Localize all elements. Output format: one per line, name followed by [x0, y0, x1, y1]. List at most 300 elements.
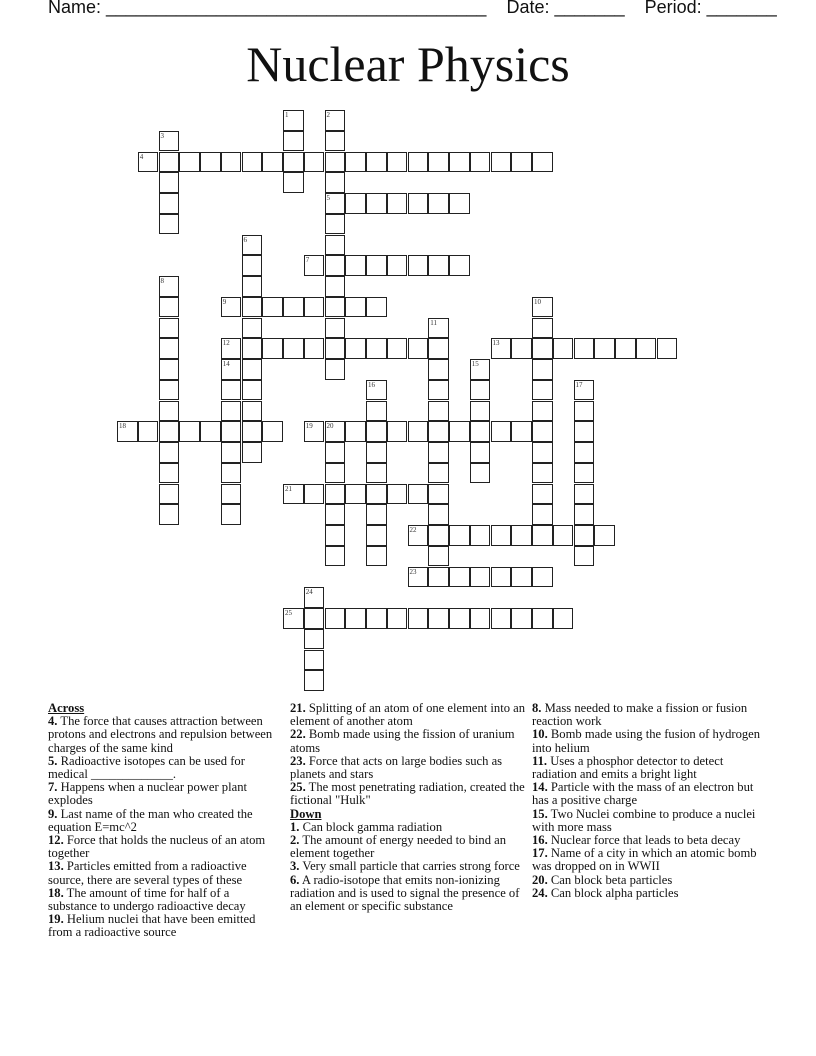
grid-cell[interactable] — [283, 608, 304, 629]
clue-number: 9. — [48, 806, 58, 821]
grid-cell[interactable] — [532, 359, 553, 380]
clue-number: 12. — [48, 833, 64, 848]
grid-cell[interactable] — [532, 504, 553, 525]
grid-cell[interactable] — [532, 442, 553, 463]
grid-cell[interactable] — [159, 131, 180, 152]
grid-cell[interactable] — [159, 214, 180, 235]
grid-cell[interactable] — [408, 608, 429, 629]
grid-cell[interactable] — [428, 401, 449, 422]
grid-cell[interactable] — [491, 525, 512, 546]
grid-cell[interactable] — [553, 338, 574, 359]
grid-cell[interactable] — [366, 546, 387, 567]
grid-cell[interactable] — [159, 276, 180, 297]
grid-cell[interactable] — [428, 442, 449, 463]
grid-cell[interactable] — [553, 608, 574, 629]
grid-cell[interactable] — [283, 131, 304, 152]
grid-cell[interactable] — [366, 152, 387, 173]
down-clue — [290, 874, 526, 914]
grid-cell[interactable] — [511, 567, 532, 588]
grid-cell[interactable] — [532, 338, 553, 359]
clue-text: The amount of time for half of a substance to undergo radioactive decay — [48, 885, 246, 914]
grid-cell[interactable] — [283, 152, 304, 173]
grid-cell[interactable] — [366, 297, 387, 318]
grid-cell[interactable] — [221, 297, 242, 318]
grid-cell[interactable] — [594, 525, 615, 546]
clue-text: Particle with the mass of an electron but has a positive charge — [532, 780, 754, 808]
grid-cell[interactable] — [325, 255, 346, 276]
grid-cell[interactable] — [325, 276, 346, 297]
grid-cell[interactable] — [366, 193, 387, 214]
grid-cell[interactable] — [325, 318, 346, 339]
grid-cell[interactable] — [449, 421, 470, 442]
grid-cell[interactable] — [470, 380, 491, 401]
down-clue — [532, 808, 764, 834]
grid-cell[interactable] — [325, 484, 346, 505]
grid-cell[interactable] — [615, 338, 636, 359]
grid-cell[interactable] — [408, 193, 429, 214]
grid-cell[interactable] — [511, 338, 532, 359]
grid-cell[interactable] — [159, 297, 180, 318]
grid-cell[interactable] — [221, 421, 242, 442]
grid-cell[interactable] — [159, 152, 180, 173]
grid-cell[interactable] — [428, 484, 449, 505]
grid-cell[interactable] — [325, 504, 346, 525]
grid-cell[interactable] — [159, 380, 180, 401]
clue-number-label: 17 — [575, 380, 583, 389]
clue-text: The amount of energy needed to bind an element together — [290, 833, 507, 861]
clue-number: 19. — [48, 912, 64, 927]
grid-cell[interactable] — [159, 338, 180, 359]
clue-number: 13. — [48, 859, 64, 874]
grid-cell[interactable] — [428, 338, 449, 359]
grid-cell[interactable] — [428, 463, 449, 484]
clue-number: 11. — [532, 753, 548, 768]
grid-cell[interactable] — [159, 463, 180, 484]
grid-cell[interactable] — [532, 484, 553, 505]
grid-cell[interactable] — [428, 255, 449, 276]
grid-cell[interactable] — [470, 421, 491, 442]
grid-cell[interactable] — [470, 463, 491, 484]
grid-cell[interactable] — [594, 338, 615, 359]
grid-cell[interactable] — [491, 608, 512, 629]
grid-cell[interactable] — [304, 421, 325, 442]
across-clue — [48, 755, 273, 781]
grid-cell[interactable] — [159, 442, 180, 463]
grid-cell[interactable] — [159, 172, 180, 193]
grid-cell[interactable] — [408, 525, 429, 546]
grid-cell[interactable] — [532, 380, 553, 401]
grid-cell[interactable] — [325, 152, 346, 173]
grid-cell[interactable] — [325, 442, 346, 463]
across-clue — [290, 728, 526, 754]
grid-cell[interactable] — [532, 525, 553, 546]
grid-cell[interactable] — [574, 463, 595, 484]
grid-cell[interactable] — [283, 110, 304, 131]
clue-text: Last name of the man who created the equation E=mc^2 — [48, 806, 253, 834]
clue-text: Nuclear force that leads to beta decay — [547, 833, 741, 848]
grid-cell[interactable] — [532, 152, 553, 173]
grid-cell[interactable] — [242, 401, 263, 422]
grid-cell[interactable] — [304, 255, 325, 276]
clue-number-label: 4 — [139, 152, 144, 161]
clue-number-label: 18 — [119, 422, 126, 431]
grid-cell[interactable] — [325, 297, 346, 318]
across-heading: Across — [48, 701, 85, 715]
grid-cell[interactable] — [470, 359, 491, 380]
grid-cell[interactable] — [449, 193, 470, 214]
grid-cell[interactable] — [221, 380, 242, 401]
grid-cell[interactable] — [345, 193, 366, 214]
grid-cell[interactable] — [574, 421, 595, 442]
grid-cell[interactable] — [532, 318, 553, 339]
clue-text: Can block beta particles — [547, 872, 673, 887]
grid-cell[interactable] — [242, 421, 263, 442]
grid-cell[interactable] — [138, 421, 159, 442]
grid-cell[interactable] — [366, 421, 387, 442]
grid-cell[interactable] — [304, 608, 325, 629]
grid-cell[interactable] — [491, 421, 512, 442]
clue-number: 1. — [290, 819, 300, 834]
name-label: Name: — [48, 0, 102, 17]
clues-column-3 — [532, 702, 764, 900]
grid-cell[interactable] — [491, 567, 512, 588]
clue-number: 21. — [290, 701, 306, 715]
clue-text: Name of a city in which an atomic bomb was dropped on in WWII — [532, 846, 757, 874]
clue-number-label: 14 — [222, 360, 230, 368]
grid-cell[interactable] — [304, 587, 325, 608]
grid-cell[interactable] — [325, 235, 346, 256]
period-blank[interactable]: _______ — [706, 0, 777, 17]
grid-cell[interactable] — [325, 172, 346, 193]
clues-column-2 — [290, 702, 526, 913]
grid-cell[interactable] — [574, 442, 595, 463]
page-title: Nuclear Physics — [246, 36, 570, 92]
grid-cell[interactable] — [470, 401, 491, 422]
grid-cell[interactable] — [262, 152, 283, 173]
grid-cell[interactable] — [532, 421, 553, 442]
grid-cell[interactable] — [366, 380, 387, 401]
grid-cell[interactable] — [200, 152, 221, 173]
clue-text: The force that causes attraction between protons and electrons and repulsion between charges of the same kind — [48, 714, 273, 755]
grid-cell[interactable] — [428, 421, 449, 442]
grid-cell[interactable] — [345, 297, 366, 318]
grid-cell[interactable] — [325, 525, 346, 546]
grid-cell[interactable] — [387, 338, 408, 359]
grid-cell[interactable] — [428, 608, 449, 629]
date-blank[interactable]: _______ — [554, 0, 625, 17]
grid-cell[interactable] — [221, 401, 242, 422]
grid-cell[interactable] — [387, 608, 408, 629]
across-clue — [48, 808, 273, 834]
grid-cell[interactable] — [428, 318, 449, 339]
clue-number-label: 2 — [326, 111, 330, 119]
across-clue — [48, 860, 273, 886]
grid-cell[interactable] — [408, 255, 429, 276]
grid-cell[interactable] — [387, 152, 408, 173]
grid-cell[interactable] — [304, 650, 325, 671]
across-clue — [48, 913, 273, 939]
grid-cell[interactable] — [325, 338, 346, 359]
grid-cell[interactable] — [366, 504, 387, 525]
grid-cell[interactable] — [408, 567, 429, 588]
clue-number-label: 10 — [534, 297, 541, 306]
down-clue — [532, 847, 764, 873]
down-heading: Down — [290, 806, 322, 821]
grid-cell[interactable] — [325, 421, 346, 442]
grid-cell[interactable] — [428, 546, 449, 567]
grid-cell[interactable] — [283, 338, 304, 359]
grid-cell[interactable] — [345, 421, 366, 442]
grid-cell[interactable] — [366, 338, 387, 359]
grid-cell[interactable] — [325, 131, 346, 152]
clue-number-label: 19 — [305, 422, 313, 431]
clue-number-label: 5 — [326, 194, 330, 202]
clue-text: Can block gamma radiation — [299, 819, 443, 834]
grid-cell[interactable] — [304, 629, 325, 650]
grid-cell[interactable] — [449, 608, 470, 629]
grid-cell[interactable] — [532, 608, 553, 629]
down-clue-list-cont — [532, 702, 764, 900]
name-blank[interactable]: ______________________________________ — [106, 0, 487, 17]
clue-number: 18. — [48, 885, 64, 900]
grid-cell[interactable] — [428, 193, 449, 214]
grid-cell[interactable] — [242, 152, 263, 173]
grid-cell[interactable] — [262, 297, 283, 318]
grid-cell[interactable] — [242, 297, 263, 318]
clue-number: 16. — [532, 833, 548, 848]
grid-cell[interactable] — [449, 525, 470, 546]
grid-cell[interactable] — [345, 152, 366, 173]
grid-cell[interactable] — [491, 152, 512, 173]
clue-number: 3. — [290, 859, 300, 874]
grid-cell[interactable] — [408, 421, 429, 442]
clue-text: Bomb made using the fission of uranium atoms — [290, 727, 515, 755]
grid-cell[interactable] — [179, 152, 200, 173]
grid-cell[interactable] — [449, 567, 470, 588]
grid-cell[interactable] — [511, 525, 532, 546]
grid-cell[interactable] — [511, 608, 532, 629]
grid-cell[interactable] — [408, 338, 429, 359]
clue-text: Helium nuclei that have been emitted from a radioactive source — [48, 912, 256, 940]
grid-cell[interactable] — [428, 380, 449, 401]
down-clue — [532, 728, 764, 754]
grid-cell[interactable] — [262, 421, 283, 442]
grid-cell[interactable] — [491, 338, 512, 359]
grid-cell[interactable] — [283, 172, 304, 193]
grid-cell[interactable] — [221, 442, 242, 463]
grid-cell[interactable] — [574, 380, 595, 401]
grid-cell[interactable] — [345, 255, 366, 276]
grid-cell[interactable] — [159, 504, 180, 525]
grid-cell[interactable] — [553, 525, 574, 546]
grid-cell[interactable] — [470, 152, 491, 173]
down-clue — [532, 755, 764, 781]
date-label: Date: — [506, 0, 550, 17]
grid-cell[interactable] — [387, 193, 408, 214]
grid-cell[interactable] — [325, 214, 346, 235]
grid-cell[interactable] — [242, 338, 263, 359]
grid-cell[interactable] — [242, 380, 263, 401]
grid-cell[interactable] — [532, 401, 553, 422]
across-clue-list-cont — [290, 702, 526, 808]
grid-cell[interactable] — [325, 110, 346, 131]
clue-text: Can block alpha particles — [547, 885, 679, 900]
grid-cell[interactable] — [387, 421, 408, 442]
period-label: Period: — [644, 0, 702, 17]
down-clue — [532, 702, 764, 728]
grid-cell[interactable] — [159, 318, 180, 339]
clue-number: 2. — [290, 833, 300, 848]
grid-cell[interactable] — [574, 338, 595, 359]
grid-cell[interactable] — [325, 193, 346, 214]
across-clue-list — [48, 715, 273, 939]
clue-number: 4. — [48, 714, 58, 729]
grid-cell[interactable] — [221, 359, 242, 380]
across-clue — [290, 781, 526, 807]
grid-cell[interactable] — [366, 608, 387, 629]
grid-cell[interactable] — [304, 484, 325, 505]
grid-cell[interactable] — [242, 235, 263, 256]
across-clue — [48, 834, 273, 860]
grid-cell[interactable] — [428, 359, 449, 380]
grid-cell[interactable] — [138, 152, 159, 173]
grid-cell[interactable] — [470, 608, 491, 629]
grid-cell[interactable] — [345, 608, 366, 629]
grid-cell[interactable] — [470, 567, 491, 588]
grid-cell[interactable] — [345, 484, 366, 505]
grid-cell[interactable] — [470, 525, 491, 546]
clue-number: 7. — [48, 780, 58, 795]
clue-number: 15. — [532, 806, 548, 821]
grid-cell[interactable] — [470, 442, 491, 463]
grid-cell[interactable] — [511, 152, 532, 173]
grid-cell[interactable] — [449, 255, 470, 276]
grid-cell[interactable] — [657, 338, 678, 359]
clue-number: 10. — [532, 727, 548, 742]
grid-cell[interactable] — [408, 152, 429, 173]
grid-cell[interactable] — [242, 318, 263, 339]
clue-number-label: 7 — [305, 256, 310, 265]
clue-number-label: 13 — [492, 339, 500, 348]
grid-cell[interactable] — [574, 546, 595, 567]
grid-cell[interactable] — [242, 255, 263, 276]
clue-text: The most penetrating radiation, created the fictional "Hulk" — [290, 780, 525, 808]
grid-cell[interactable] — [283, 484, 304, 505]
grid-cell[interactable] — [325, 546, 346, 567]
grid-cell[interactable] — [325, 463, 346, 484]
grid-cell[interactable] — [159, 421, 180, 442]
grid-cell[interactable] — [511, 421, 532, 442]
grid-cell[interactable] — [532, 567, 553, 588]
clue-text: Happens when a nuclear power plant explodes — [48, 780, 247, 808]
grid-cell[interactable] — [117, 421, 138, 442]
grid-cell[interactable] — [304, 297, 325, 318]
across-clue — [48, 715, 273, 755]
grid-cell[interactable] — [387, 255, 408, 276]
clue-number-label: 21 — [285, 484, 292, 493]
clue-text: Radioactive isotopes can be used for medical _____________. — [48, 753, 245, 782]
clue-number-label: 16 — [368, 380, 375, 389]
across-clue — [290, 755, 526, 781]
clue-number-label: 20 — [326, 422, 334, 431]
grid-cell[interactable] — [325, 359, 346, 380]
clue-number: 24. — [532, 885, 548, 900]
clue-number: 6. — [290, 872, 300, 887]
down-clue — [532, 781, 764, 807]
clue-text: Splitting of an atom of one element into an element of another atom — [290, 701, 526, 729]
grid-cell[interactable] — [221, 338, 242, 359]
clue-text: Force that holds the nucleus of an atom together — [48, 833, 266, 861]
clue-text: A radio-isotope that emits non-ionizing radiation and is used to signal the presence of an element or specific substance — [290, 872, 520, 914]
across-clue — [290, 702, 526, 728]
grid-cell[interactable] — [387, 484, 408, 505]
grid-cell[interactable] — [179, 421, 200, 442]
grid-cell[interactable] — [366, 255, 387, 276]
grid-cell[interactable] — [428, 567, 449, 588]
grid-cell[interactable] — [304, 670, 325, 691]
grid-cell[interactable] — [532, 297, 553, 318]
grid-cell[interactable] — [366, 484, 387, 505]
grid-cell[interactable] — [574, 525, 595, 546]
grid-cell[interactable] — [159, 484, 180, 505]
clue-text: Particles emitted from a radioactive source, there are several types of these — [48, 859, 247, 887]
across-clue — [48, 781, 273, 807]
grid-cell[interactable] — [408, 484, 429, 505]
down-clue-list — [290, 821, 526, 913]
grid-cell[interactable] — [366, 463, 387, 484]
grid-cell[interactable] — [366, 401, 387, 422]
grid-cell[interactable] — [200, 421, 221, 442]
grid-cell[interactable] — [428, 504, 449, 525]
grid-cell[interactable] — [428, 525, 449, 546]
grid-cell[interactable] — [574, 484, 595, 505]
clue-number-label: 25 — [285, 609, 292, 617]
grid-cell[interactable] — [221, 152, 242, 173]
down-clue — [290, 834, 526, 860]
grid-cell[interactable] — [159, 193, 180, 214]
clue-text: Mass needed to make a fission or fusion reaction work — [532, 701, 748, 729]
grid-cell[interactable] — [532, 463, 553, 484]
grid-cell[interactable] — [345, 338, 366, 359]
grid-cell[interactable] — [221, 463, 242, 484]
grid-cell[interactable] — [428, 152, 449, 173]
grid-cell[interactable] — [574, 401, 595, 422]
grid-cell[interactable] — [325, 608, 346, 629]
grid-cell[interactable] — [366, 525, 387, 546]
grid-cell[interactable] — [449, 152, 470, 173]
grid-cell[interactable] — [159, 401, 180, 422]
grid-cell[interactable] — [242, 276, 263, 297]
grid-cell[interactable] — [159, 359, 180, 380]
grid-cell[interactable] — [242, 442, 263, 463]
grid-cell[interactable] — [262, 338, 283, 359]
clue-text: Very small particle that carries strong force — [299, 859, 520, 874]
grid-cell[interactable] — [636, 338, 657, 359]
clue-number: 23. — [290, 753, 306, 768]
clue-number-label: 6 — [243, 235, 247, 244]
grid-cell[interactable] — [242, 359, 263, 380]
clue-number-label: 23 — [409, 567, 417, 576]
grid-cell[interactable] — [283, 297, 304, 318]
clue-number-label: 8 — [160, 277, 164, 285]
grid-cell[interactable] — [366, 442, 387, 463]
grid-cell[interactable] — [304, 152, 325, 173]
clue-number-label: 24 — [305, 588, 313, 597]
grid-cell[interactable] — [304, 338, 325, 359]
grid-cell[interactable] — [221, 484, 242, 505]
grid-cell[interactable] — [221, 504, 242, 525]
grid-cell[interactable] — [574, 504, 595, 525]
